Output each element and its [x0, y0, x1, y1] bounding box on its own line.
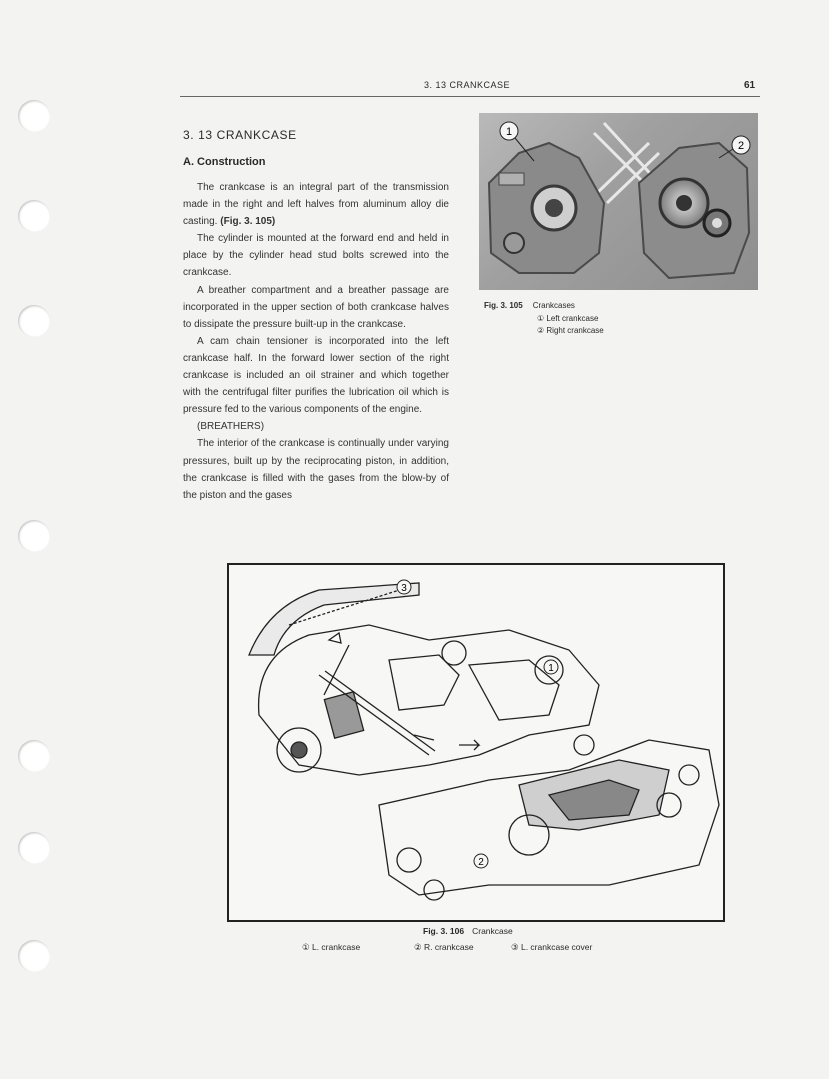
crankcase-line-drawing — [229, 565, 723, 920]
fig106-caption — [423, 926, 513, 936]
binder-hole — [18, 200, 50, 232]
crankcase-photo-illustration — [479, 113, 758, 290]
fig105-label: Fig. 3. 105 — [484, 301, 523, 310]
fig105-title: Crankcases — [532, 301, 575, 310]
diagram-callout-1: 1 — [548, 663, 554, 674]
fig105-caption — [484, 300, 604, 338]
binder-hole — [18, 740, 50, 772]
fig105-item-2: ② Right crankcase — [537, 326, 604, 335]
paragraph: A cam chain tensioner is incorporated into the left crankcase half. In the forward lower section of the right crankcase is included an oil strainer and which together with the centrifugal filter purifies the lubrication oil which is pressure fed to the various components of the engine. — [183, 335, 449, 416]
paragraph: A breather compartment and a breather passage are incorporated in the upper section of both crankcase halves to dissipate the pressure built-up in the crankcase. — [183, 284, 449, 330]
paragraph: The interior of the crankcase is continually under varying pressures, built up by the reciprocating piston, in addition, the crankcase is filled with the gases from the blow-by of the piston and the gases — [183, 438, 449, 501]
fig105-item-1: ① Left crankcase — [537, 313, 599, 323]
paragraph-text: The crankcase is an integral part of the transmission made in the right and left halves from aluminum alloy die casting. — [183, 182, 449, 228]
binder-hole — [18, 305, 50, 337]
fig106-title: Crankcase — [472, 926, 513, 936]
figure-reference: (Fig. 3. 105) — [220, 216, 276, 228]
binder-hole — [18, 520, 50, 552]
fig106-item-3: ③ L. crankcase cover — [511, 942, 593, 952]
binder-hole — [18, 832, 50, 864]
paragraph: The cylinder is mounted at the forward end and held in place by the cylinder head stud bolts screwed into the crankcase. — [183, 233, 449, 279]
crankcase-diagram — [227, 563, 725, 922]
body-text — [183, 179, 449, 504]
binder-hole — [18, 940, 50, 972]
fig106-item-1: ① L. crankcase — [302, 942, 361, 952]
diagram-callout-2: 2 — [478, 857, 484, 868]
section-title: 3. 13 CRANKCASE — [183, 128, 297, 142]
paragraph — [183, 179, 449, 230]
binder-hole — [18, 100, 50, 132]
subsection-title: A. Construction — [183, 156, 266, 168]
crankcase-photo — [479, 113, 758, 290]
running-head: 3. 13 CRANKCASE — [424, 80, 511, 90]
header-rule — [180, 96, 760, 97]
photo-callout-2: 2 — [737, 140, 745, 152]
breathers-heading: (BREATHERS) — [197, 421, 265, 433]
photo-callout-1: 1 — [505, 126, 513, 138]
fig106-item-2: ② R. crankcase — [414, 942, 474, 952]
diagram-callout-3: 3 — [401, 583, 407, 594]
fig106-label: Fig. 3. 106 — [423, 926, 465, 936]
page-number: 61 — [744, 80, 756, 91]
